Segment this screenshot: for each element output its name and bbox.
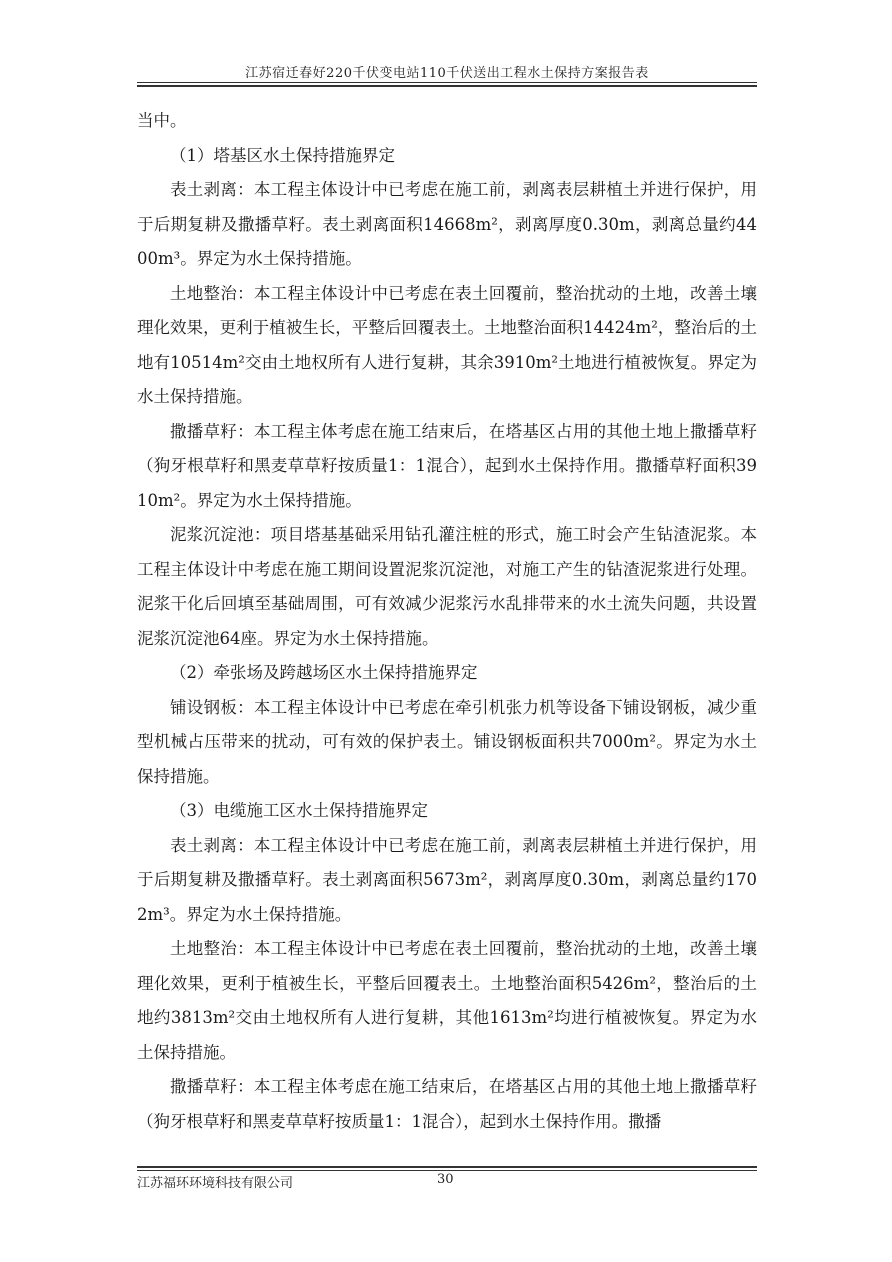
document-body [137,104,757,1139]
paragraph-steel-plate: 铺设钢板：本工程主体设计中已考虑在牵引机张力机等设备下铺设钢板，减少重型机械占压带来的扰动，可有效的保护表土。铺设钢板面积共7000m²。界定为水土保持措施。 [137,697,757,786]
paragraph-topsoil-stripping: 表土剥离：本工程主体设计中已考虑在施工前，剥离表层耕植土并进行保护，用于后期复耕及撒播草籽。表土剥离面积14668m²，剥离厚度0.30m，剥离总量约4400m³。界定为水土保持措施。 [137,180,757,268]
paragraph-cable-grass-seeding: 撒播草籽：本工程主体考虑在施工结束后，在塔基区占用的其他土地上撒播草籽（狗牙根草籽和黑麦草草籽按质量1：1混合），起到水土保持作用。撒播 [137,1077,757,1131]
paragraph-land-rehabilitation: 土地整治：本工程主体设计中已考虑在表土回覆前，整治扰动的土地，改善土壤理化效果，更利于植被生长，平整后回覆表土。土地整治面积14424m²，整治后的土地有10514m²交由土地权所有人进行复耕，其余3910m²土地进行植被恢复。界定为水土保持措施。 [137,283,757,406]
paragraph-cable-land-rehabilitation: 土地整治：本工程主体设计中已考虑在表土回覆前，整治扰动的土地，改善土壤理化效果，更利于植被生长，平整后回覆表土。土地整治面积5426m²，整治后的土地约3813m²交由土地权所有人进行复耕，其他1613m²均进行植被恢复。界定为水土保持措施。 [137,939,757,1062]
footer-divider-thick [137,1166,757,1168]
footer-divider [137,1170,757,1171]
section-heading-tension-field: （2）牵张场及跨越场区水土保持措施界定 [170,663,478,682]
header-divider-thick [137,85,757,87]
paragraph-mud-sedimentation-tank: 泥浆沉淀池：项目塔基基础采用钻孔灌注桩的形式，施工时会产生钻渣泥浆。本工程主体设计中考虑在施工期间设置泥浆沉淀池，对施工产生的钻渣泥浆进行处理。泥浆干化后回填至基础周围，可有效减少泥浆污水乱排带来的水土流失问题，共设置泥浆沉淀池64座。界定为水土保持措施。 [137,525,757,648]
paragraph-grass-seeding: 撒播草籽：本工程主体考虑在施工结束后，在塔基区占用的其他土地上撒播草籽（狗牙根草籽和黑麦草草籽按质量1：1混合），起到水土保持作用。撒播草籽面积3910m²。界定为水土保持措施。 [137,421,757,510]
header-divider [137,82,757,83]
paragraph-continuation: 当中。 [137,111,187,130]
paragraph-cable-topsoil-stripping: 表土剥离：本工程主体设计中已考虑在施工前，剥离表层耕植土并进行保护，用于后期复耕及撒播草籽。表土剥离面积5673m²，剥离厚度0.30m，剥离总量约1702m³。界定为水土保持措施。 [137,835,757,924]
page-header-title: 江苏宿迁春好220千伏变电站110千伏送出工程水土保持方案报告表 [245,66,649,81]
footer-company-name: 江苏福环环境科技有限公司 [137,1176,294,1191]
page-number: 30 [437,1172,454,1187]
section-heading-cable-area: （3）电缆施工区水土保持措施界定 [170,801,428,820]
section-heading-tower-base: （1）塔基区水土保持措施界定 [170,145,395,165]
